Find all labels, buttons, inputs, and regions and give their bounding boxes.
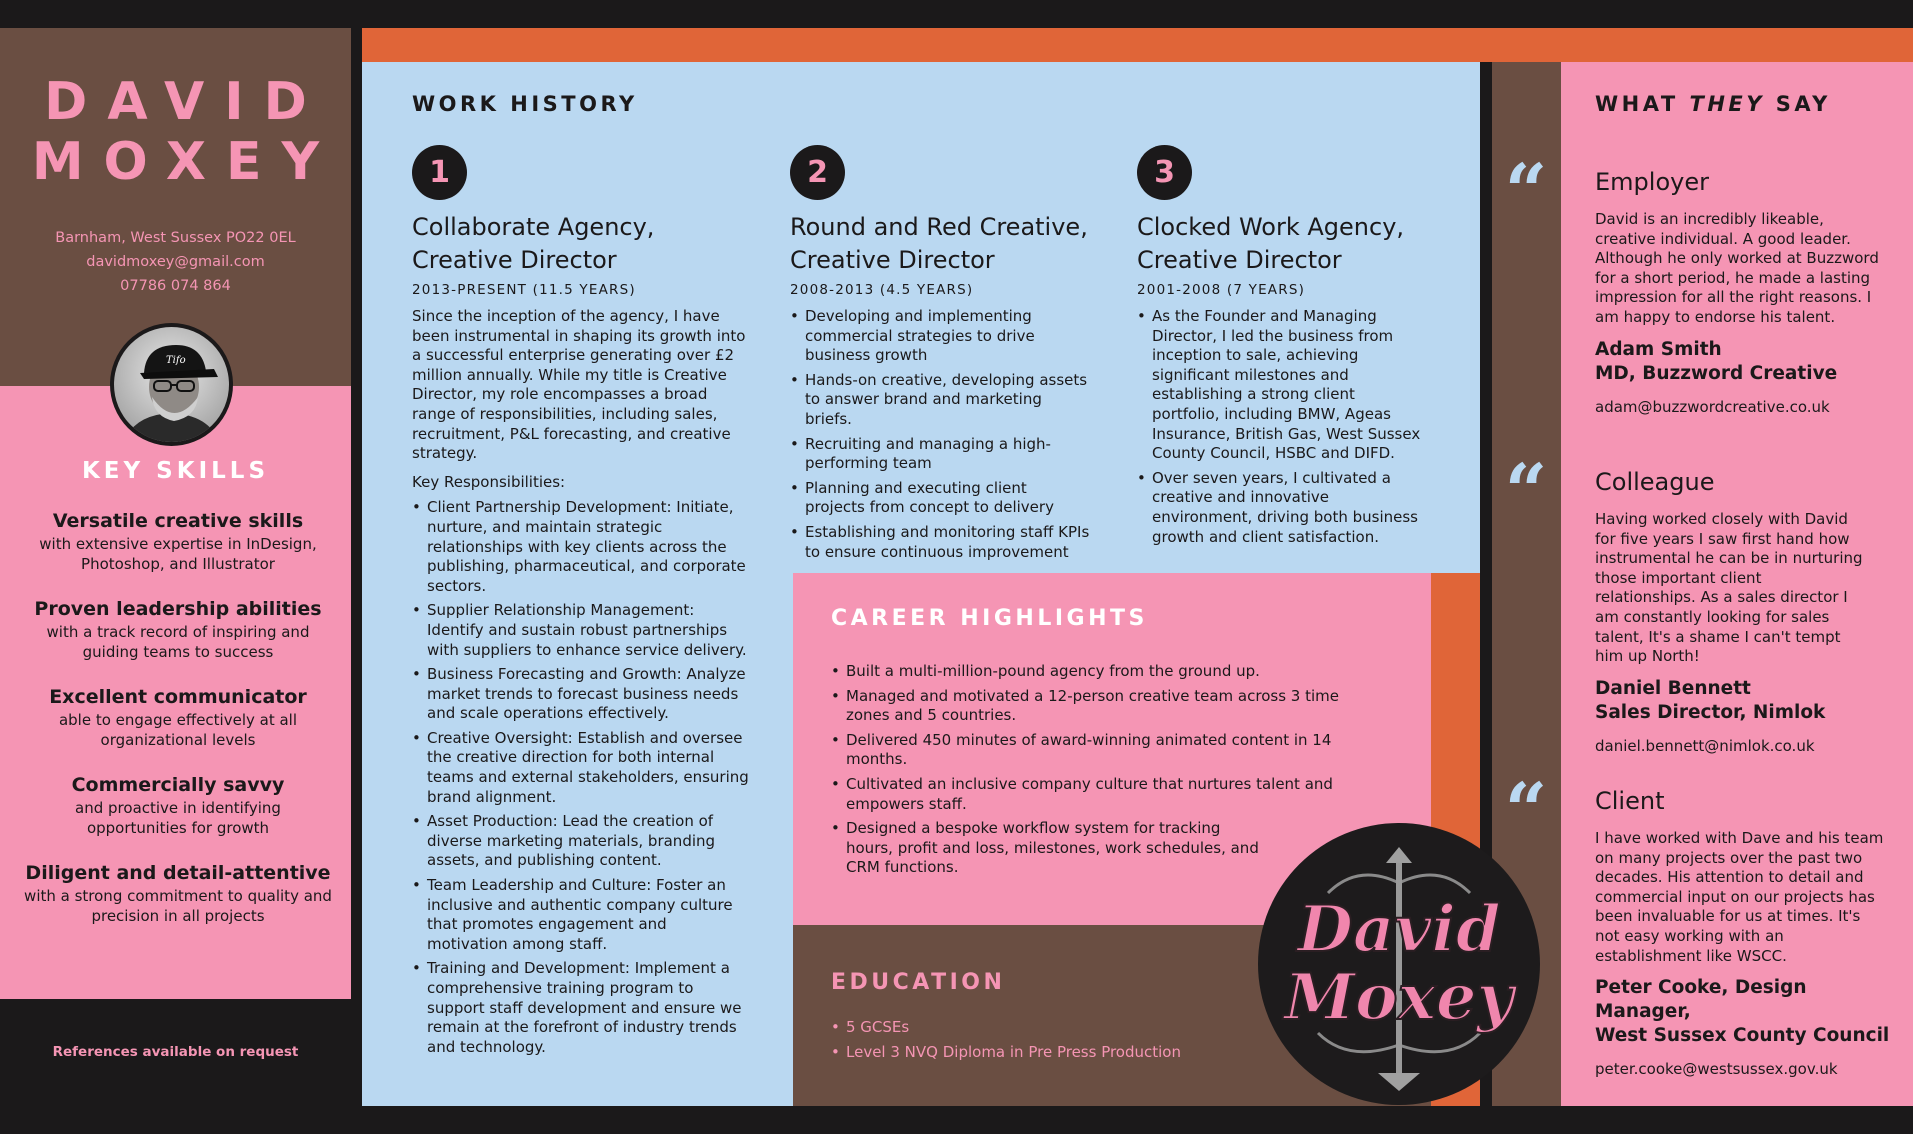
testimonial-text: Having worked closely with David for five years I saw first hand how instrumental he can be in nurturing those important client relationships. As a sales director I am constantly looking for sales talent, It's a shame I can't tempt him up North! [1595,510,1863,666]
list-item: • Team Leadership and Culture: Foster an inclusive and authentic company culture that promotes engagement and motivation among staff. [412,876,750,954]
job-1 [412,145,752,1057]
list-item: • Establishing and monitoring staff KPIs to ensure continuous improvement [790,523,1090,562]
skill-description: and proactive in identifying opportunities for growth [75,799,281,837]
name-heading [0,72,351,192]
job-number-badge: 2 [790,145,845,200]
skill-description: able to engage effectively at all organizational levels [58,711,298,749]
list-item: • Delivered 450 minutes of award-winning animated content in 14 months. [831,731,1351,770]
skill-description: with extensive expertise in InDesign, Photoshop, and Illustrator [39,535,317,573]
responsibilities-list [412,498,750,1057]
testimonial-email[interactable]: adam@buzzwordcreative.co.uk [1595,397,1830,416]
responsibilities-label: Key Responsibilities: [412,472,566,491]
address: Barnham, West Sussex PO22 0EL [55,230,296,246]
email-link[interactable]: davidmoxey@gmail.com [86,254,265,270]
last-name: MOXEY [31,132,340,192]
logo-badge [1258,823,1540,1105]
list-item: • Asset Production: Lead the creation of diverse marketing materials, branding assets, and publishing content. [412,812,750,871]
author-title: West Sussex County Council [1595,1025,1890,1047]
author-title: MD, Buzzword Creative [1595,362,1838,384]
job-3 [1137,145,1437,552]
list-item: • Designed a bespoke workflow system for tracking hours, profit and loss, milestones, work schedules, and CRM functions. [831,819,1261,878]
testimonial-author [1595,338,1895,386]
testimonial-author [1595,976,1905,1048]
career-highlights-title: CAREER HIGHLIGHTS [831,606,1148,631]
job-title [790,211,1100,277]
title-part: WHAT [1595,92,1690,116]
testimonial-text: I have worked with Dave and his team on many projects over the past two decades. His attention to detail and commercial input on our projects has been invaluable for us at times. It's not easy working with an establishment like WSCC. [1595,829,1884,965]
key-skills-list [24,508,332,948]
bottom-bar [0,1106,1913,1134]
skill-title: Excellent communicator [49,686,307,708]
list-item: • Recruiting and managing a high-performing team [790,435,1090,474]
logo-emblem-icon [1258,823,1540,1105]
title-part: SAY [1764,92,1831,116]
skill-title: Versatile creative skills [52,510,304,532]
author-name: Peter Cooke, Design Manager, [1595,977,1807,1023]
contact-block [0,226,351,298]
career-highlights-list [831,662,1351,883]
skill-item [24,860,332,926]
quote-icon: “ [1504,149,1548,235]
skill-description: with a strong commitment to quality and precision in all projects [24,887,332,925]
skill-title: Commercially savvy [71,774,285,796]
job-dates: 2013-PRESENT (11.5 YEARS) [412,282,636,298]
list-item: • Planning and executing client projects from concept to delivery [790,479,1090,518]
skill-item [24,596,332,662]
skill-title: Proven leadership abilities [34,598,322,620]
testimonial-client [1595,787,1905,1078]
list-item: • Built a multi-million-pound agency from the ground up. [831,662,1351,682]
job-title [412,211,752,277]
list-item: • As the Founder and Managing Director, I led the business from inception to sale, achieving significant milestones and establishing a strong client portfolio, including BMW, Ageas Insurance, British Gas, West Sussex County Council, HSBC and DIFD. [1137,307,1427,464]
first-name: DAVID [44,72,327,132]
job-role: Creative Director [412,246,617,274]
skill-item [24,508,332,574]
testimonial-text: David is an incredibly likeable, creative individual. A good leader. Although he only worked at Buzzword for a short period, he made a lasting impression for all the right reasons. I am happy to endorse his talent. [1595,210,1879,326]
job-number-badge: 3 [1137,145,1192,200]
job-bullets [790,307,1090,562]
list-item: • Level 3 NVQ Diploma in Pre Press Production [831,1043,1251,1063]
education-list [831,1018,1251,1067]
author-title: Sales Director, Nimlok [1595,701,1826,723]
top-accent-bar [362,28,1913,62]
list-item: • Over seven years, I cultivated a creative and innovative environment, driving both business growth and client satisfaction. [1137,469,1427,547]
avatar [110,323,233,446]
job-role: Creative Director [790,246,995,274]
testimonials-title [1595,92,1831,116]
skill-description: with a track record of inspiring and guiding teams to success [46,623,310,661]
author-name: Daniel Bennett [1595,677,1751,699]
phone: 07786 074 864 [120,278,231,294]
list-item: • Hands-on creative, developing assets to answer brand and marketing briefs. [790,371,1090,430]
skill-item [24,684,332,750]
testimonial-colleague [1595,468,1895,755]
list-item: • Creative Oversight: Establish and oversee the creative direction for both internal teams and external stakeholders, ensuring brand alignment. [412,729,750,807]
job-intro: Since the inception of the agency, I have been instrumental in shaping its growth into a successful enterprise generating over £2 million annually. While my title is Creative Director, my role encompasses a broad range of responsibilities, including sales, recruitment, P&L forecasting, and creative strategy. [412,307,746,463]
testimonial-employer [1595,168,1895,416]
avatar-portrait-icon [114,327,229,442]
list-item: • Developing and implementing commercial strategies to drive business growth [790,307,1090,366]
job-role: Creative Director [1137,246,1342,274]
list-item: • Training and Development: Implement a comprehensive training program to support staff development and ensure we remain at the forefront of industry trends and technology. [412,959,750,1057]
work-history-title: WORK HISTORY [412,92,638,116]
job-dates: 2001-2008 (7 YEARS) [1137,282,1306,298]
job-dates: 2008-2013 (4.5 YEARS) [790,282,974,298]
testimonial-role: Colleague [1595,468,1715,496]
testimonial-author [1595,677,1895,725]
title-emphasis: THEY [1689,92,1765,116]
author-name: Adam Smith [1595,338,1722,360]
quote-icon: “ [1504,768,1548,854]
job-company: Round and Red Creative, [790,213,1088,241]
skill-title: Diligent and detail-attentive [25,862,331,884]
education-title: EDUCATION [831,970,1006,995]
job-2 [790,145,1100,567]
list-item: • Business Forecasting and Growth: Analyze market trends to forecast business needs and scale operations effectively. [412,665,750,724]
list-item: • Client Partnership Development: Initiate, nurture, and maintain strategic relationships with key clients across the publishing, pharmaceutical, and corporate sectors. [412,498,750,596]
job-number-badge: 1 [412,145,467,200]
quote-icon: “ [1504,449,1548,535]
job-company: Clocked Work Agency, [1137,213,1405,241]
list-item: • Managed and motivated a 12-person creative team across 3 time zones and 5 countries. [831,687,1351,726]
job-bullets [1137,307,1427,547]
testimonial-email[interactable]: peter.cooke@westsussex.gov.uk [1595,1060,1838,1079]
svg-text:Tifo: Tifo [166,355,186,366]
testimonial-role: Client [1595,787,1665,815]
logo-text-last: Moxey [1284,960,1514,1035]
skill-item [24,772,332,838]
logo-text-first: David [1297,892,1501,967]
list-item: • Supplier Relationship Management: Identify and sustain robust partnerships with suppliers to enhance service delivery. [412,601,750,660]
job-company: Collaborate Agency, [412,213,655,241]
references-note: References available on request [52,1044,299,1060]
testimonial-email[interactable]: daniel.bennett@nimlok.co.uk [1595,736,1815,755]
list-item: • 5 GCSEs [831,1018,1251,1038]
testimonial-role: Employer [1595,168,1709,196]
job-title [1137,211,1437,277]
list-item: • Cultivated an inclusive company culture that nurtures talent and empowers staff. [831,775,1351,814]
key-skills-title: KEY SKILLS [81,458,270,484]
